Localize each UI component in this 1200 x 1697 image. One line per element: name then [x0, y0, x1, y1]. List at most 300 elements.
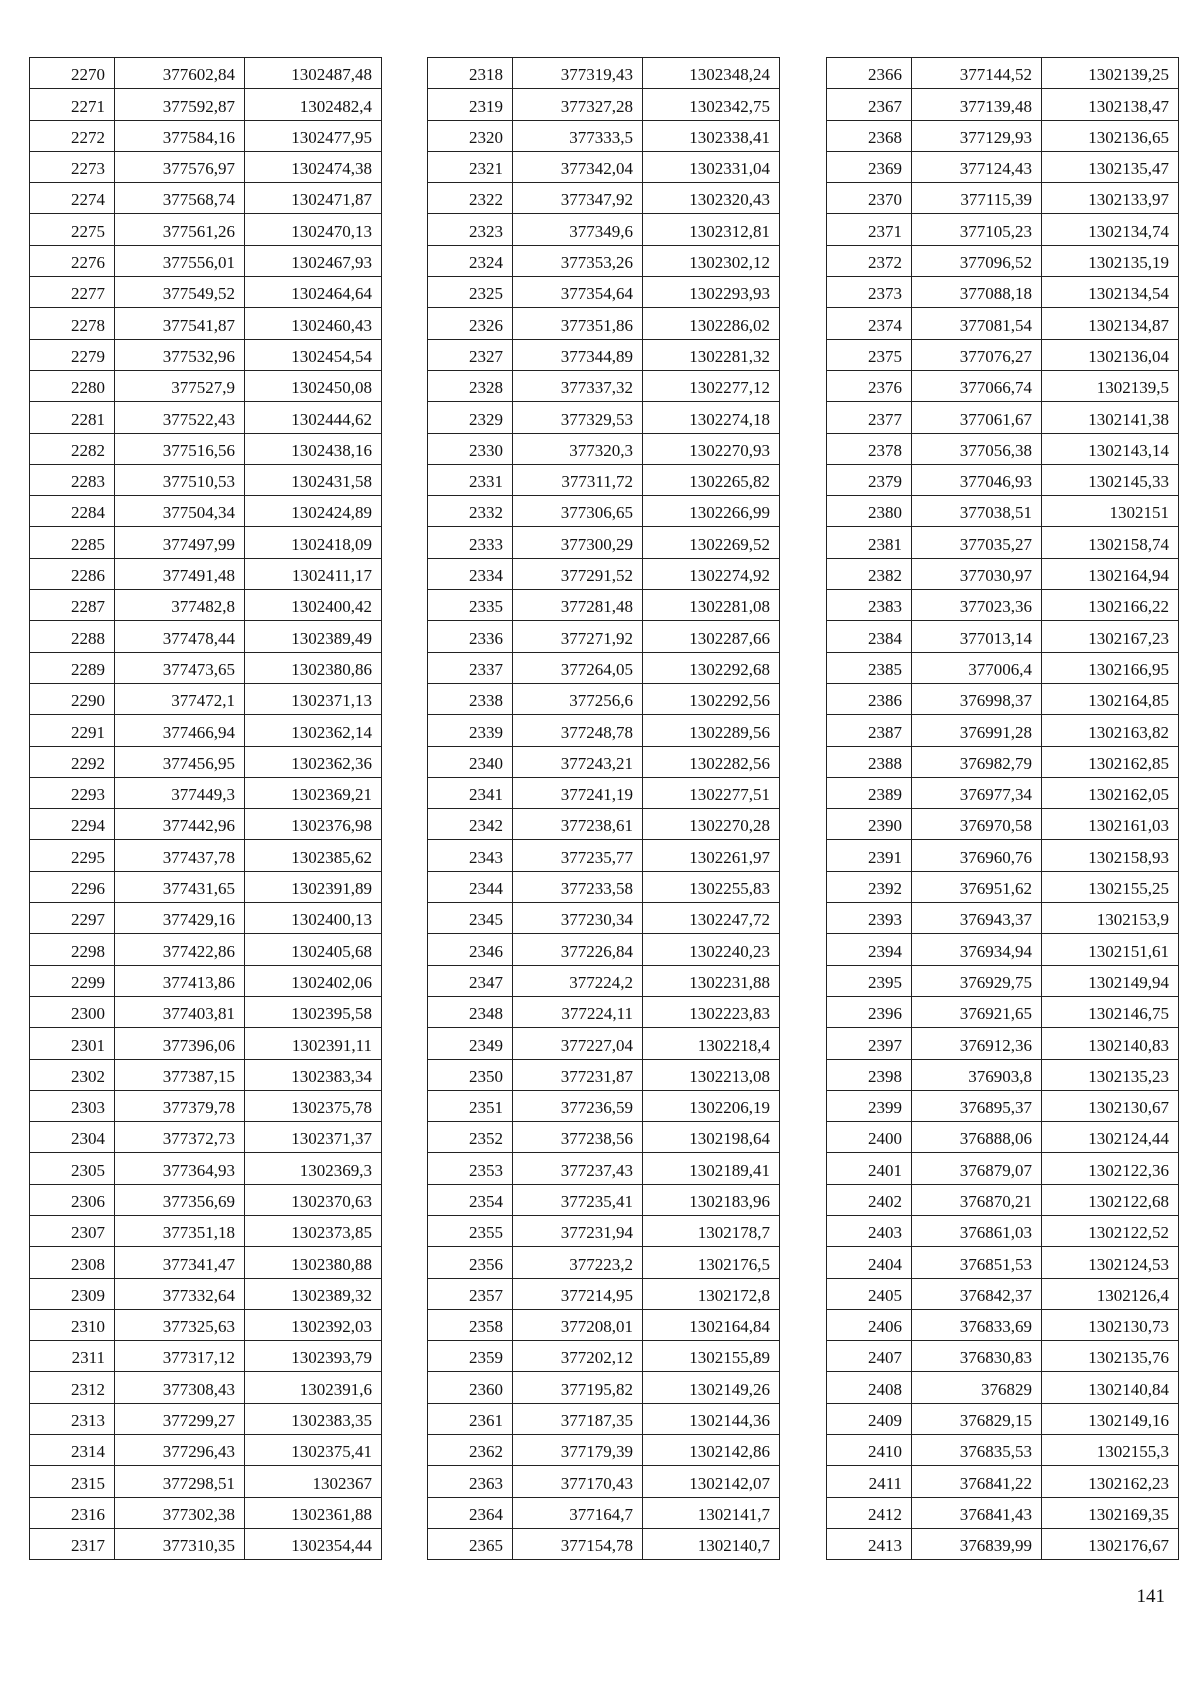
- table-row: [30, 339, 382, 370]
- x-coordinate-cell: 377472,1: [115, 683, 245, 714]
- point-number-cell: 2365: [428, 1528, 513, 1559]
- point-number-cell: 2333: [428, 527, 513, 558]
- point-number-cell: 2355: [428, 1215, 513, 1246]
- table-row: [428, 183, 780, 214]
- y-coordinate-cell: 1302134,74: [1042, 214, 1179, 245]
- y-coordinate-cell: 1302269,52: [643, 527, 780, 558]
- x-coordinate-cell: 377096,52: [912, 245, 1042, 276]
- y-coordinate-cell: 1302393,79: [245, 1341, 382, 1372]
- y-coordinate-cell: 1302122,52: [1042, 1215, 1179, 1246]
- y-coordinate-cell: 1302400,42: [245, 590, 382, 621]
- point-number-cell: 2407: [827, 1341, 912, 1372]
- x-coordinate-cell: 377302,38: [115, 1497, 245, 1528]
- point-number-cell: 2327: [428, 339, 513, 370]
- point-number-cell: 2312: [30, 1372, 115, 1403]
- table-row: [30, 370, 382, 401]
- table-row: [428, 527, 780, 558]
- point-number-cell: 2361: [428, 1403, 513, 1434]
- x-coordinate-cell: 377214,95: [513, 1278, 643, 1309]
- x-coordinate-cell: 377429,16: [115, 903, 245, 934]
- table-row: [428, 1059, 780, 1090]
- table-row: [827, 339, 1179, 370]
- y-coordinate-cell: 1302361,88: [245, 1497, 382, 1528]
- x-coordinate-cell: 377076,27: [912, 339, 1042, 370]
- x-coordinate-cell: 376870,21: [912, 1184, 1042, 1215]
- point-number-cell: 2394: [827, 934, 912, 965]
- point-number-cell: 2337: [428, 652, 513, 683]
- x-coordinate-cell: 377248,78: [513, 715, 643, 746]
- y-coordinate-cell: 1302470,13: [245, 214, 382, 245]
- y-coordinate-cell: 1302130,73: [1042, 1309, 1179, 1340]
- table-row: [30, 1309, 382, 1340]
- x-coordinate-cell: 376842,37: [912, 1278, 1042, 1309]
- point-number-cell: 2290: [30, 683, 115, 714]
- coordinates-table-1: [29, 57, 382, 1560]
- y-coordinate-cell: 1302292,56: [643, 683, 780, 714]
- x-coordinate-cell: 377256,6: [513, 683, 643, 714]
- point-number-cell: 2275: [30, 214, 115, 245]
- table-row: [30, 1435, 382, 1466]
- y-coordinate-cell: 1302362,14: [245, 715, 382, 746]
- x-coordinate-cell: 377088,18: [912, 277, 1042, 308]
- y-coordinate-cell: 1302122,68: [1042, 1184, 1179, 1215]
- x-coordinate-cell: 377561,26: [115, 214, 245, 245]
- y-coordinate-cell: 1302218,4: [643, 1028, 780, 1059]
- x-coordinate-cell: 377056,38: [912, 433, 1042, 464]
- x-coordinate-cell: 377238,56: [513, 1122, 643, 1153]
- y-coordinate-cell: 1302293,93: [643, 277, 780, 308]
- table-row: [30, 871, 382, 902]
- x-coordinate-cell: 377422,86: [115, 934, 245, 965]
- table-row: [30, 1403, 382, 1434]
- y-coordinate-cell: 1302169,35: [1042, 1497, 1179, 1528]
- point-number-cell: 2373: [827, 277, 912, 308]
- x-coordinate-cell: 377298,51: [115, 1466, 245, 1497]
- x-coordinate-cell: 377235,41: [513, 1184, 643, 1215]
- x-coordinate-cell: 377105,23: [912, 214, 1042, 245]
- x-coordinate-cell: 377164,7: [513, 1497, 643, 1528]
- table-row: [428, 402, 780, 433]
- x-coordinate-cell: 376912,36: [912, 1028, 1042, 1059]
- x-coordinate-cell: 376991,28: [912, 715, 1042, 746]
- point-number-cell: 2277: [30, 277, 115, 308]
- table-row: [30, 934, 382, 965]
- table-row: [30, 683, 382, 714]
- table-row: [30, 558, 382, 589]
- point-number-cell: 2378: [827, 433, 912, 464]
- point-number-cell: 2323: [428, 214, 513, 245]
- x-coordinate-cell: 377046,93: [912, 464, 1042, 495]
- y-coordinate-cell: 1302467,93: [245, 245, 382, 276]
- point-number-cell: 2308: [30, 1247, 115, 1278]
- x-coordinate-cell: 377006,4: [912, 652, 1042, 683]
- point-number-cell: 2306: [30, 1184, 115, 1215]
- table-row: [30, 715, 382, 746]
- x-coordinate-cell: 377532,96: [115, 339, 245, 370]
- table-row: [428, 308, 780, 339]
- point-number-cell: 2362: [428, 1435, 513, 1466]
- point-number-cell: 2350: [428, 1059, 513, 1090]
- x-coordinate-cell: 377235,77: [513, 840, 643, 871]
- y-coordinate-cell: 1302135,47: [1042, 151, 1179, 182]
- point-number-cell: 2409: [827, 1403, 912, 1434]
- point-number-cell: 2347: [428, 965, 513, 996]
- table-row: [827, 402, 1179, 433]
- table-row: [428, 621, 780, 652]
- y-coordinate-cell: 1302151,61: [1042, 934, 1179, 965]
- point-number-cell: 2369: [827, 151, 912, 182]
- y-coordinate-cell: 1302223,83: [643, 996, 780, 1027]
- point-number-cell: 2316: [30, 1497, 115, 1528]
- point-number-cell: 2326: [428, 308, 513, 339]
- table-row: [30, 1341, 382, 1372]
- y-coordinate-cell: 1302161,03: [1042, 809, 1179, 840]
- x-coordinate-cell: 376830,83: [912, 1341, 1042, 1372]
- y-coordinate-cell: 1302136,04: [1042, 339, 1179, 370]
- x-coordinate-cell: 377236,59: [513, 1090, 643, 1121]
- table-row: [30, 746, 382, 777]
- table-row: [30, 58, 382, 89]
- table-row: [30, 151, 382, 182]
- x-coordinate-cell: 377329,53: [513, 402, 643, 433]
- y-coordinate-cell: 1302438,16: [245, 433, 382, 464]
- point-number-cell: 2408: [827, 1372, 912, 1403]
- table-row: [30, 1090, 382, 1121]
- table-row: [428, 746, 780, 777]
- x-coordinate-cell: 376835,53: [912, 1435, 1042, 1466]
- x-coordinate-cell: 377081,54: [912, 308, 1042, 339]
- point-number-cell: 2281: [30, 402, 115, 433]
- y-coordinate-cell: 1302135,19: [1042, 245, 1179, 276]
- point-number-cell: 2299: [30, 965, 115, 996]
- table-row: [428, 214, 780, 245]
- x-coordinate-cell: 376970,58: [912, 809, 1042, 840]
- y-coordinate-cell: 1302140,83: [1042, 1028, 1179, 1059]
- point-number-cell: 2370: [827, 183, 912, 214]
- y-coordinate-cell: 1302247,72: [643, 903, 780, 934]
- y-coordinate-cell: 1302136,65: [1042, 120, 1179, 151]
- point-number-cell: 2410: [827, 1435, 912, 1466]
- point-number-cell: 2328: [428, 370, 513, 401]
- y-coordinate-cell: 1302487,48: [245, 58, 382, 89]
- point-number-cell: 2293: [30, 777, 115, 808]
- x-coordinate-cell: 377013,14: [912, 621, 1042, 652]
- point-number-cell: 2374: [827, 308, 912, 339]
- x-coordinate-cell: 376960,76: [912, 840, 1042, 871]
- x-coordinate-cell: 376841,22: [912, 1466, 1042, 1497]
- y-coordinate-cell: 1302460,43: [245, 308, 382, 339]
- y-coordinate-cell: 1302277,51: [643, 777, 780, 808]
- table-row: [827, 58, 1179, 89]
- table-row: [827, 996, 1179, 1027]
- coordinates-table-2: [427, 57, 780, 1560]
- y-coordinate-cell: 1302135,23: [1042, 1059, 1179, 1090]
- table-row: [827, 1403, 1179, 1434]
- x-coordinate-cell: 377576,97: [115, 151, 245, 182]
- y-coordinate-cell: 1302176,67: [1042, 1528, 1179, 1559]
- table-row: [428, 558, 780, 589]
- table-row: [428, 433, 780, 464]
- x-coordinate-cell: 377349,6: [513, 214, 643, 245]
- table-row: [428, 1090, 780, 1121]
- y-coordinate-cell: 1302133,97: [1042, 183, 1179, 214]
- table-row: [30, 308, 382, 339]
- x-coordinate-cell: 377325,63: [115, 1309, 245, 1340]
- y-coordinate-cell: 1302371,13: [245, 683, 382, 714]
- y-coordinate-cell: 1302400,13: [245, 903, 382, 934]
- point-number-cell: 2363: [428, 1466, 513, 1497]
- x-coordinate-cell: 377308,43: [115, 1372, 245, 1403]
- y-coordinate-cell: 1302391,11: [245, 1028, 382, 1059]
- x-coordinate-cell: 377226,84: [513, 934, 643, 965]
- y-coordinate-cell: 1302124,53: [1042, 1247, 1179, 1278]
- point-number-cell: 2402: [827, 1184, 912, 1215]
- y-coordinate-cell: 1302140,84: [1042, 1372, 1179, 1403]
- x-coordinate-cell: 377337,32: [513, 370, 643, 401]
- y-coordinate-cell: 1302164,84: [643, 1309, 780, 1340]
- point-number-cell: 2348: [428, 996, 513, 1027]
- y-coordinate-cell: 1302155,25: [1042, 871, 1179, 902]
- table-row: [827, 1528, 1179, 1559]
- table-row: [827, 1372, 1179, 1403]
- table-row: [428, 1215, 780, 1246]
- coordinates-table-3: [826, 57, 1179, 1560]
- y-coordinate-cell: 1302142,86: [643, 1435, 780, 1466]
- y-coordinate-cell: 1302385,62: [245, 840, 382, 871]
- table-row: [30, 840, 382, 871]
- y-coordinate-cell: 1302134,54: [1042, 277, 1179, 308]
- y-coordinate-cell: 1302162,05: [1042, 777, 1179, 808]
- y-coordinate-cell: 1302281,32: [643, 339, 780, 370]
- table-row: [30, 965, 382, 996]
- y-coordinate-cell: 1302418,09: [245, 527, 382, 558]
- x-coordinate-cell: 377038,51: [912, 496, 1042, 527]
- y-coordinate-cell: 1302395,58: [245, 996, 382, 1027]
- table-row: [30, 183, 382, 214]
- y-coordinate-cell: 1302482,4: [245, 89, 382, 120]
- table-row: [428, 339, 780, 370]
- table-row: [428, 1528, 780, 1559]
- y-coordinate-cell: 1302158,74: [1042, 527, 1179, 558]
- x-coordinate-cell: 377224,2: [513, 965, 643, 996]
- point-number-cell: 2345: [428, 903, 513, 934]
- point-number-cell: 2313: [30, 1403, 115, 1434]
- x-coordinate-cell: 377327,28: [513, 89, 643, 120]
- table-row: [827, 1153, 1179, 1184]
- table-row: [827, 777, 1179, 808]
- x-coordinate-cell: 377144,52: [912, 58, 1042, 89]
- point-number-cell: 2401: [827, 1153, 912, 1184]
- x-coordinate-cell: 376903,8: [912, 1059, 1042, 1090]
- point-number-cell: 2314: [30, 1435, 115, 1466]
- x-coordinate-cell: 377264,05: [513, 652, 643, 683]
- y-coordinate-cell: 1302369,3: [245, 1153, 382, 1184]
- x-coordinate-cell: 377364,93: [115, 1153, 245, 1184]
- x-coordinate-cell: 377478,44: [115, 621, 245, 652]
- table-row: [428, 777, 780, 808]
- x-coordinate-cell: 377231,87: [513, 1059, 643, 1090]
- point-number-cell: 2358: [428, 1309, 513, 1340]
- table-row: [827, 1028, 1179, 1059]
- table-row: [827, 1341, 1179, 1372]
- x-coordinate-cell: 377223,2: [513, 1247, 643, 1278]
- point-number-cell: 2389: [827, 777, 912, 808]
- x-coordinate-cell: 377179,39: [513, 1435, 643, 1466]
- table-row: [30, 1247, 382, 1278]
- table-row: [827, 89, 1179, 120]
- x-coordinate-cell: 377035,27: [912, 527, 1042, 558]
- y-coordinate-cell: 1302143,14: [1042, 433, 1179, 464]
- point-number-cell: 2376: [827, 370, 912, 401]
- table-row: [428, 1497, 780, 1528]
- point-number-cell: 2280: [30, 370, 115, 401]
- table-row: [428, 965, 780, 996]
- y-coordinate-cell: 1302405,68: [245, 934, 382, 965]
- point-number-cell: 2296: [30, 871, 115, 902]
- y-coordinate-cell: 1302164,85: [1042, 683, 1179, 714]
- y-coordinate-cell: 1302151: [1042, 496, 1179, 527]
- table-row: [827, 683, 1179, 714]
- table-row: [30, 277, 382, 308]
- x-coordinate-cell: 377291,52: [513, 558, 643, 589]
- x-coordinate-cell: 376998,37: [912, 683, 1042, 714]
- table-row: [827, 590, 1179, 621]
- table-row: [428, 1184, 780, 1215]
- x-coordinate-cell: 377491,48: [115, 558, 245, 589]
- y-coordinate-cell: 1302158,93: [1042, 840, 1179, 871]
- table-row: [30, 1278, 382, 1309]
- table-row: [827, 1247, 1179, 1278]
- table-row: [827, 183, 1179, 214]
- table-row: [827, 214, 1179, 245]
- point-number-cell: 2393: [827, 903, 912, 934]
- table-row: [30, 777, 382, 808]
- y-coordinate-cell: 1302444,62: [245, 402, 382, 433]
- table-row: [827, 496, 1179, 527]
- x-coordinate-cell: 377310,35: [115, 1528, 245, 1559]
- point-number-cell: 2380: [827, 496, 912, 527]
- table-row: [428, 934, 780, 965]
- table-row: [30, 89, 382, 120]
- point-number-cell: 2383: [827, 590, 912, 621]
- table-row: [30, 527, 382, 558]
- table-row: [428, 496, 780, 527]
- point-number-cell: 2391: [827, 840, 912, 871]
- point-number-cell: 2356: [428, 1247, 513, 1278]
- x-coordinate-cell: 377437,78: [115, 840, 245, 871]
- point-number-cell: 2354: [428, 1184, 513, 1215]
- y-coordinate-cell: 1302402,06: [245, 965, 382, 996]
- x-coordinate-cell: 376879,07: [912, 1153, 1042, 1184]
- y-coordinate-cell: 1302287,66: [643, 621, 780, 652]
- y-coordinate-cell: 1302149,94: [1042, 965, 1179, 996]
- y-coordinate-cell: 1302141,7: [643, 1497, 780, 1528]
- x-coordinate-cell: 377549,52: [115, 277, 245, 308]
- x-coordinate-cell: 377351,18: [115, 1215, 245, 1246]
- table-row: [30, 214, 382, 245]
- x-coordinate-cell: 377271,92: [513, 621, 643, 652]
- x-coordinate-cell: 377353,26: [513, 245, 643, 276]
- x-coordinate-cell: 377510,53: [115, 464, 245, 495]
- x-coordinate-cell: 377556,01: [115, 245, 245, 276]
- x-coordinate-cell: 377320,3: [513, 433, 643, 464]
- table-row: [428, 809, 780, 840]
- table-row: [827, 1215, 1179, 1246]
- x-coordinate-cell: 376977,34: [912, 777, 1042, 808]
- point-number-cell: 2359: [428, 1341, 513, 1372]
- y-coordinate-cell: 1302135,76: [1042, 1341, 1179, 1372]
- point-number-cell: 2335: [428, 590, 513, 621]
- x-coordinate-cell: 377527,9: [115, 370, 245, 401]
- point-number-cell: 2343: [428, 840, 513, 871]
- y-coordinate-cell: 1302162,85: [1042, 746, 1179, 777]
- y-coordinate-cell: 1302312,81: [643, 214, 780, 245]
- table-row: [827, 965, 1179, 996]
- x-coordinate-cell: 377413,86: [115, 965, 245, 996]
- table-row: [428, 245, 780, 276]
- point-number-cell: 2386: [827, 683, 912, 714]
- y-coordinate-cell: 1302375,78: [245, 1090, 382, 1121]
- point-number-cell: 2397: [827, 1028, 912, 1059]
- y-coordinate-cell: 1302454,54: [245, 339, 382, 370]
- table-row: [428, 151, 780, 182]
- point-number-cell: 2284: [30, 496, 115, 527]
- point-number-cell: 2279: [30, 339, 115, 370]
- table-row: [428, 590, 780, 621]
- y-coordinate-cell: 1302474,38: [245, 151, 382, 182]
- point-number-cell: 2388: [827, 746, 912, 777]
- x-coordinate-cell: 376934,94: [912, 934, 1042, 965]
- y-coordinate-cell: 1302389,49: [245, 621, 382, 652]
- point-number-cell: 2297: [30, 903, 115, 934]
- point-number-cell: 2344: [428, 871, 513, 902]
- point-number-cell: 2381: [827, 527, 912, 558]
- table-row: [827, 1122, 1179, 1153]
- table-row: [30, 120, 382, 151]
- x-coordinate-cell: 376921,65: [912, 996, 1042, 1027]
- table-row: [30, 809, 382, 840]
- point-number-cell: 2334: [428, 558, 513, 589]
- y-coordinate-cell: 1302155,89: [643, 1341, 780, 1372]
- x-coordinate-cell: 377231,94: [513, 1215, 643, 1246]
- y-coordinate-cell: 1302391,6: [245, 1372, 382, 1403]
- x-coordinate-cell: 376982,79: [912, 746, 1042, 777]
- point-number-cell: 2294: [30, 809, 115, 840]
- point-number-cell: 2302: [30, 1059, 115, 1090]
- table-row: [30, 1028, 382, 1059]
- x-coordinate-cell: 377449,3: [115, 777, 245, 808]
- x-coordinate-cell: 376839,99: [912, 1528, 1042, 1559]
- y-coordinate-cell: 1302302,12: [643, 245, 780, 276]
- x-coordinate-cell: 377299,27: [115, 1403, 245, 1434]
- y-coordinate-cell: 1302162,23: [1042, 1466, 1179, 1497]
- point-number-cell: 2375: [827, 339, 912, 370]
- point-number-cell: 2289: [30, 652, 115, 683]
- y-coordinate-cell: 1302450,08: [245, 370, 382, 401]
- x-coordinate-cell: 377602,84: [115, 58, 245, 89]
- point-number-cell: 2325: [428, 277, 513, 308]
- point-number-cell: 2292: [30, 746, 115, 777]
- point-number-cell: 2338: [428, 683, 513, 714]
- table-row: [30, 1372, 382, 1403]
- y-coordinate-cell: 1302464,64: [245, 277, 382, 308]
- point-number-cell: 2379: [827, 464, 912, 495]
- y-coordinate-cell: 1302411,17: [245, 558, 382, 589]
- y-coordinate-cell: 1302240,23: [643, 934, 780, 965]
- x-coordinate-cell: 376851,53: [912, 1247, 1042, 1278]
- y-coordinate-cell: 1302146,75: [1042, 996, 1179, 1027]
- x-coordinate-cell: 377230,34: [513, 903, 643, 934]
